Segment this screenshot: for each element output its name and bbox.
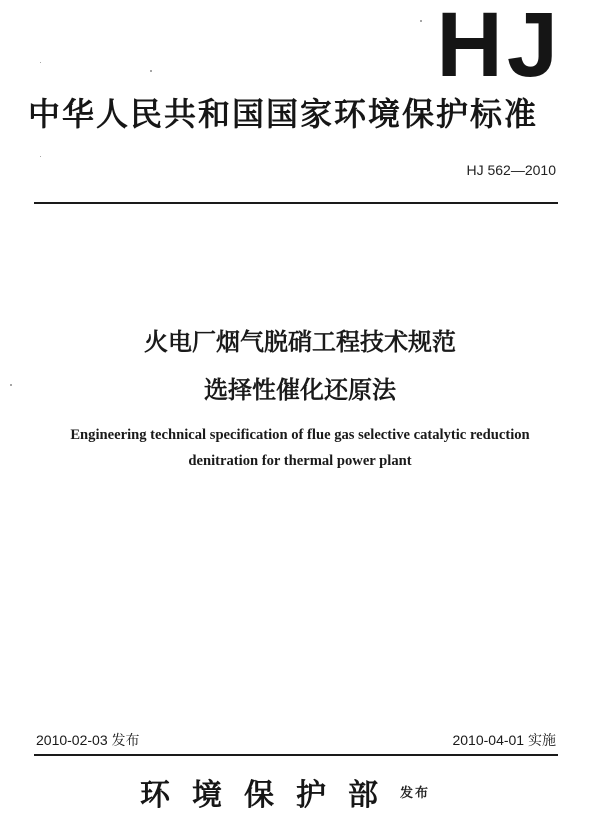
top-divider	[34, 202, 558, 204]
issuing-authority: 环境保护部	[140, 778, 400, 813]
scan-speck	[40, 62, 41, 63]
hj-logo: HJ	[436, 2, 562, 88]
scan-speck	[40, 156, 41, 157]
bottom-divider	[34, 754, 558, 756]
scan-speck	[150, 70, 152, 72]
issuing-authority-suffix: 发布	[400, 786, 431, 801]
chinese-title-line-2: 选择性催化还原法	[204, 376, 396, 404]
english-title-line-1: Engineering technical specification of flue gas selective catalytic reduction	[70, 427, 530, 443]
english-title-line-2: denitration for thermal power plant	[188, 453, 412, 469]
issue-date: 2010-02-03 发布	[36, 732, 140, 748]
scan-speck	[420, 20, 422, 22]
scan-speck	[10, 384, 12, 386]
standard-number: HJ 562—2010	[466, 162, 556, 178]
implementation-date: 2010-04-01 实施	[452, 732, 556, 748]
chinese-title-line-1: 火电厂烟气脱硝工程技术规范	[144, 328, 456, 356]
national-standard-title: 中华人民共和国国家环境保护标准	[28, 95, 539, 133]
